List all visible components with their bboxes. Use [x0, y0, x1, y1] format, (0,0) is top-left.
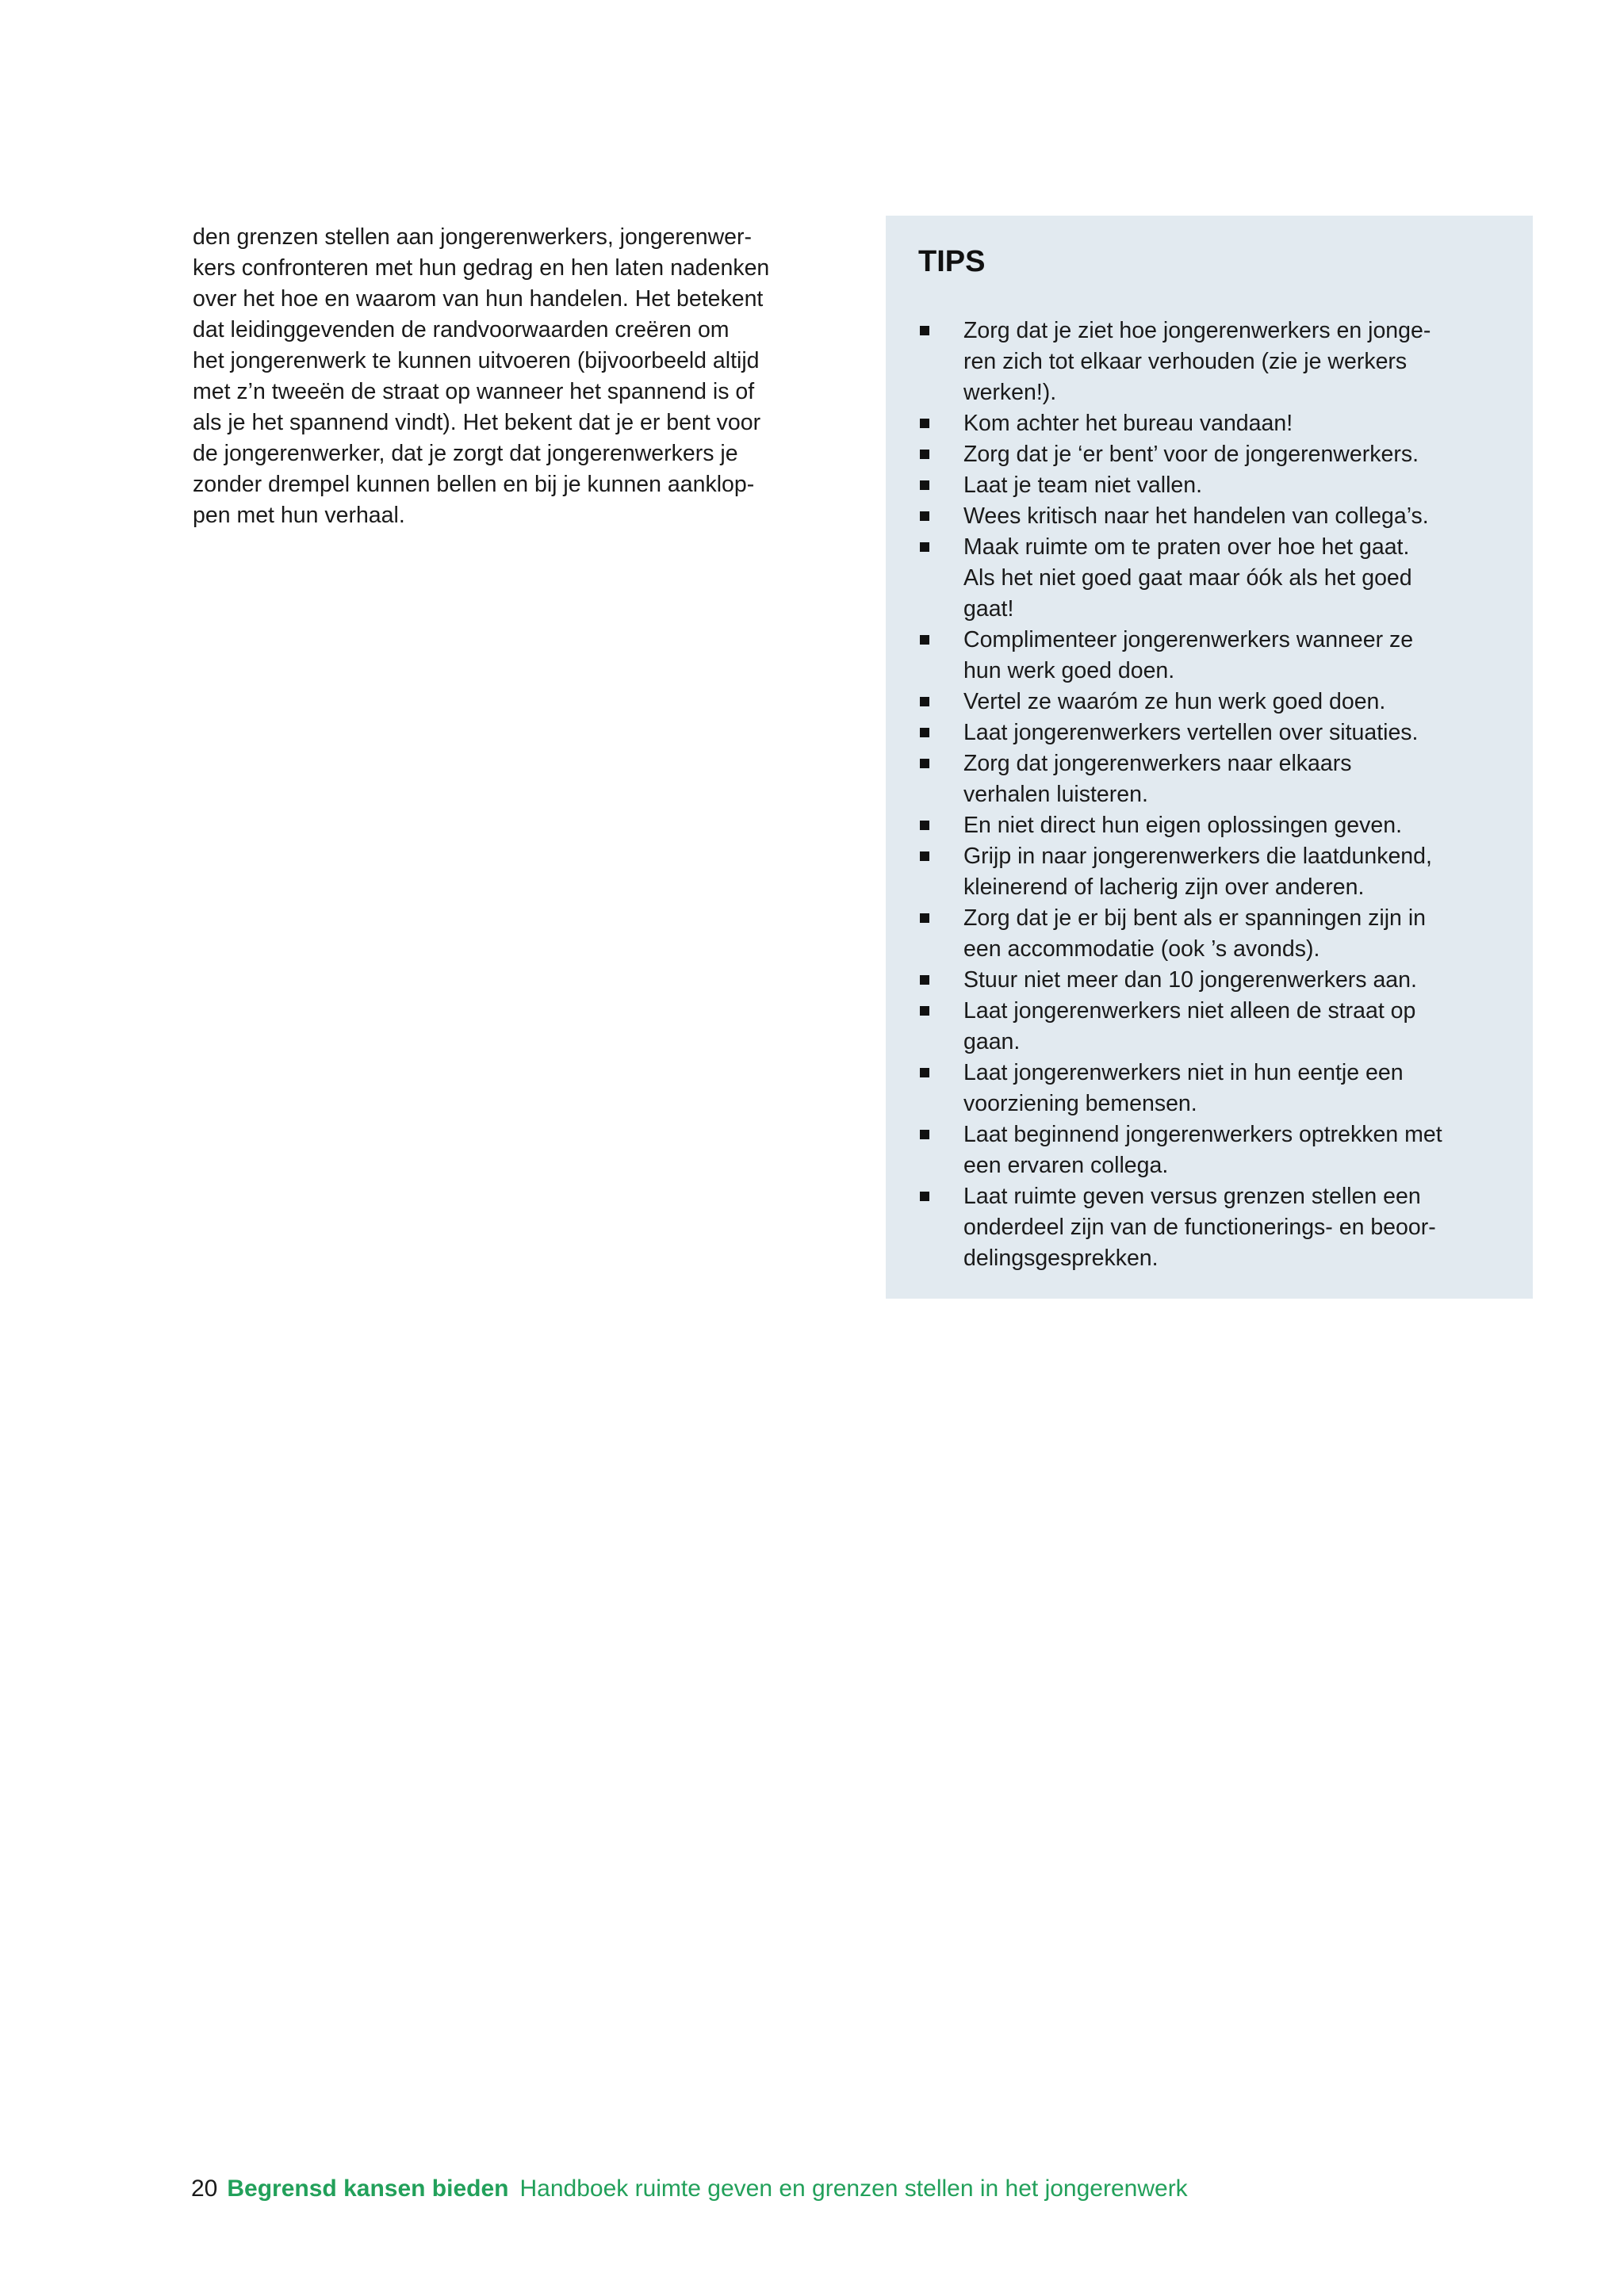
- book-title: Begrensd kansen bieden: [227, 2175, 509, 2202]
- tip-item: [918, 965, 1521, 996]
- tip-text-line: Laat jongerenwerkers niet in hun eentje een: [963, 1060, 1404, 1085]
- tip-item: [918, 1119, 1521, 1181]
- square-bullet-icon: [920, 635, 929, 645]
- tips-box: [886, 216, 1533, 1299]
- tip-item: [918, 903, 1521, 965]
- tip-text-line: Laat jongerenwerkers vertellen over situaties.: [963, 720, 1419, 745]
- body-text-line: met z’n tweeën de straat op wanneer het spannend is of: [193, 379, 755, 404]
- tip-item: [918, 748, 1521, 810]
- tip-text-line: een ervaren collega.: [963, 1153, 1169, 1178]
- square-bullet-icon: [920, 697, 929, 706]
- tip-text-line: Zorg dat je ziet hoe jongerenwerkers en jonge-: [963, 318, 1431, 343]
- tip-item: [918, 810, 1521, 841]
- page-number: 20: [191, 2175, 218, 2202]
- tips-title: TIPS: [918, 245, 986, 278]
- tip-item: [918, 316, 1521, 408]
- tip-text-line: Laat je team niet vallen.: [963, 473, 1203, 498]
- tip-text-line: Laat jongerenwerkers niet alleen de straat op: [963, 998, 1416, 1024]
- tip-item: [918, 687, 1521, 718]
- tip-text-line: Vertel ze waaróm ze hun werk goed doen.: [963, 689, 1386, 714]
- page-footer: [191, 2173, 1188, 2205]
- square-bullet-icon: [920, 480, 929, 490]
- body-text: [193, 222, 851, 531]
- body-text-line: dat leidinggevenden de randvoorwaarden creëren om: [193, 317, 730, 342]
- tip-text-line: gaan.: [963, 1029, 1021, 1054]
- tip-text-line: hun werk goed doen.: [963, 658, 1175, 683]
- tip-item: [918, 1058, 1521, 1119]
- square-bullet-icon: [920, 1068, 929, 1077]
- square-bullet-icon: [920, 1130, 929, 1139]
- square-bullet-icon: [920, 821, 929, 830]
- tip-text-line: voorziening bemensen.: [963, 1091, 1197, 1116]
- square-bullet-icon: [920, 975, 929, 985]
- tip-item: [918, 408, 1521, 439]
- square-bullet-icon: [920, 326, 929, 335]
- tip-text-line: Wees kritisch naar het handelen van collega’s.: [963, 503, 1429, 529]
- tip-item: [918, 841, 1521, 903]
- tip-text-line: Stuur niet meer dan 10 jongerenwerkers aan.: [963, 967, 1417, 993]
- tip-item: [918, 625, 1521, 687]
- tip-text-line: werken!).: [963, 380, 1057, 405]
- square-bullet-icon: [920, 450, 929, 459]
- body-text-line: den grenzen stellen aan jongerenwerkers, jongerenwer-: [193, 224, 753, 250]
- body-text-line: als je het spannend vindt). Het bekent dat je er bent voor: [193, 410, 761, 435]
- tip-text-line: verhalen luisteren.: [963, 782, 1148, 807]
- book-subtitle: Handboek ruimte geven en grenzen stellen in het jongerenwerk: [519, 2175, 1188, 2202]
- tip-text-line: En niet direct hun eigen oplossingen geven.: [963, 813, 1402, 838]
- body-text-line: de jongerenwerker, dat je zorgt dat jongerenwerkers je: [193, 441, 738, 466]
- tip-text-line: onderdeel zijn van de functionerings- en beoor-: [963, 1215, 1436, 1240]
- body-text-line: zonder drempel kunnen bellen en bij je kunnen aanklop-: [193, 472, 755, 497]
- tip-item: [918, 996, 1521, 1058]
- square-bullet-icon: [920, 419, 929, 428]
- tip-text-line: Zorg dat je ‘er bent’ voor de jongerenwerkers.: [963, 442, 1419, 467]
- square-bullet-icon: [920, 759, 929, 768]
- tip-text-line: Complimenteer jongerenwerkers wanneer ze: [963, 627, 1414, 652]
- tip-text-line: Zorg dat jongerenwerkers naar elkaars: [963, 751, 1352, 776]
- tip-text-line: ren zich tot elkaar verhouden (zie je werkers: [963, 349, 1408, 374]
- tip-text-line: Laat beginnend jongerenwerkers optrekken met: [963, 1122, 1442, 1147]
- square-bullet-icon: [920, 511, 929, 521]
- tip-text-line: Als het niet goed gaat maar óók als het goed: [963, 565, 1412, 591]
- tip-item: [918, 718, 1521, 748]
- tip-text-line: Laat ruimte geven versus grenzen stellen een: [963, 1184, 1421, 1209]
- tip-text-line: kleinerend of lacherig zijn over anderen.: [963, 874, 1365, 900]
- body-text-line: over het hoe en waarom van hun handelen. Het betekent: [193, 286, 764, 312]
- tip-text-line: Maak ruimte om te praten over hoe het gaat.: [963, 534, 1410, 560]
- tip-item: [918, 470, 1521, 501]
- square-bullet-icon: [920, 1006, 929, 1016]
- tip-text-line: een accommodatie (ook ’s avonds).: [963, 936, 1320, 962]
- square-bullet-icon: [920, 728, 929, 737]
- body-text-line: pen met hun verhaal.: [193, 503, 405, 528]
- square-bullet-icon: [920, 913, 929, 923]
- body-text-line: het jongerenwerk te kunnen uitvoeren (bijvoorbeeld altijd: [193, 348, 760, 373]
- tip-item: [918, 501, 1521, 532]
- square-bullet-icon: [920, 851, 929, 861]
- body-text-line: kers confronteren met hun gedrag en hen laten nadenken: [193, 255, 770, 281]
- square-bullet-icon: [920, 1192, 929, 1201]
- tip-text-line: Kom achter het bureau vandaan!: [963, 411, 1293, 436]
- tip-text-line: Zorg dat je er bij bent als er spanningen zijn in: [963, 905, 1427, 931]
- tip-text-line: delingsgesprekken.: [963, 1246, 1159, 1271]
- tip-item: [918, 439, 1521, 470]
- tip-item: [918, 1181, 1521, 1274]
- tip-item: [918, 532, 1521, 625]
- tip-text-line: Grijp in naar jongerenwerkers die laatdunkend,: [963, 844, 1432, 869]
- square-bullet-icon: [920, 542, 929, 552]
- tip-text-line: gaat!: [963, 596, 1014, 622]
- tips-list: [918, 316, 1521, 1274]
